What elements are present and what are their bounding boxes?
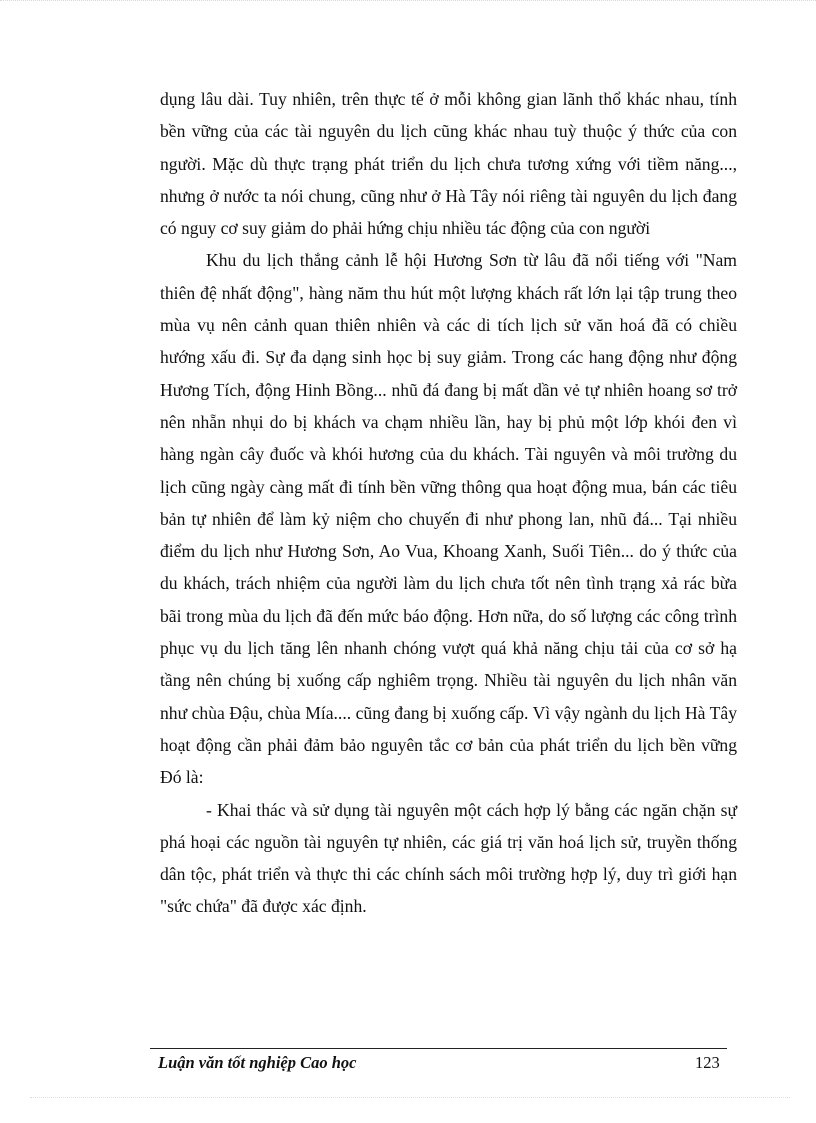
paragraph-continuation: dụng lâu dài. Tuy nhiên, trên thực tế ở mỗi không gian lãnh thổ khác nhau, tính bền vững của các tài nguyên du lịch cũng khác nhau tuỳ thuộc ý thức của con người. Mặc dù thực trạng phát triển du lịch chưa tương xứng với tiềm năng..., nhưng ở nước ta nói chung, cũng như ở Hà Tây nói riêng tài nguyên du lịch đang có nguy cơ suy giảm do phải hứng chịu nhiều tác động của con người [160, 89, 737, 239]
footer-thesis-title: Luận văn tốt nghiệp Cao học [158, 1053, 357, 1072]
page-number: 123 [695, 1053, 720, 1072]
body-text [160, 83, 737, 923]
paragraph-huong-son: Khu du lịch thắng cảnh lễ hội Hương Sơn từ lâu đã nổi tiếng với "Nam thiên đệ nhất động", hàng năm thu hút một lượng khách rất lớn lại tập trung theo mùa vụ nên cảnh quan thiên nhiên và các di tích lịch sử văn hoá đã có chiều hướng xấu đi. Sự đa dạng sinh học bị suy giảm. Trong các hang động như động Hương Tích, động Hinh Bồng... nhũ đá đang bị mất dần vẻ tự nhiên hoang sơ trở nên nhẵn nhụi do bị khách va chạm nhiều lần, hay bị phủ một lớp khói đen vì hàng ngàn cây đuốc và khói hương của du khách. Tài nguyên và môi trường du lịch cũng ngày càng mất đi tính bền vững thông qua hoạt động mua, bán các tiêu bản tự nhiên để làm kỷ niệm cho chuyến đi như phong lan, nhũ đá... Tại nhiều điểm du lịch như Hương Sơn, Ao Vua, Khoang Xanh, Suối Tiên... do ý thức của du khách, trách nhiệm của người làm du lịch chưa tốt nên tình trạng xả rác bừa bãi trong mùa du lịch đã đến mức báo động. Hơn nữa, do số lượng các công trình phục vụ du lịch tăng lên nhanh chóng vượt quá khả năng chịu tải của cơ sở hạ tầng nên chúng bị xuống cấp nghiêm trọng. Nhiều tài nguyên du lịch nhân văn như chùa Đậu, chùa Mía.... cũng đang bị xuống cấp. Vì vậy ngành du lịch Hà Tây hoạt động cần phải đảm bảo nguyên tắc cơ bản của phát triển du lịch bền vững Đó là: [160, 250, 737, 788]
paragraph-principle-1: - Khai thác và sử dụng tài nguyên một cách hợp lý bằng các ngăn chặn sự phá hoại các nguồn tài nguyên tự nhiên, các giá trị văn hoá lịch sử, truyền thống dân tộc, phát triển và thực thi các chính sách môi trường hợp lý, duy trì giới hạn "sức chứa" đã được xác định. [160, 799, 737, 917]
bottom-dotted-border [30, 1097, 790, 1098]
footer-divider [150, 1048, 727, 1049]
